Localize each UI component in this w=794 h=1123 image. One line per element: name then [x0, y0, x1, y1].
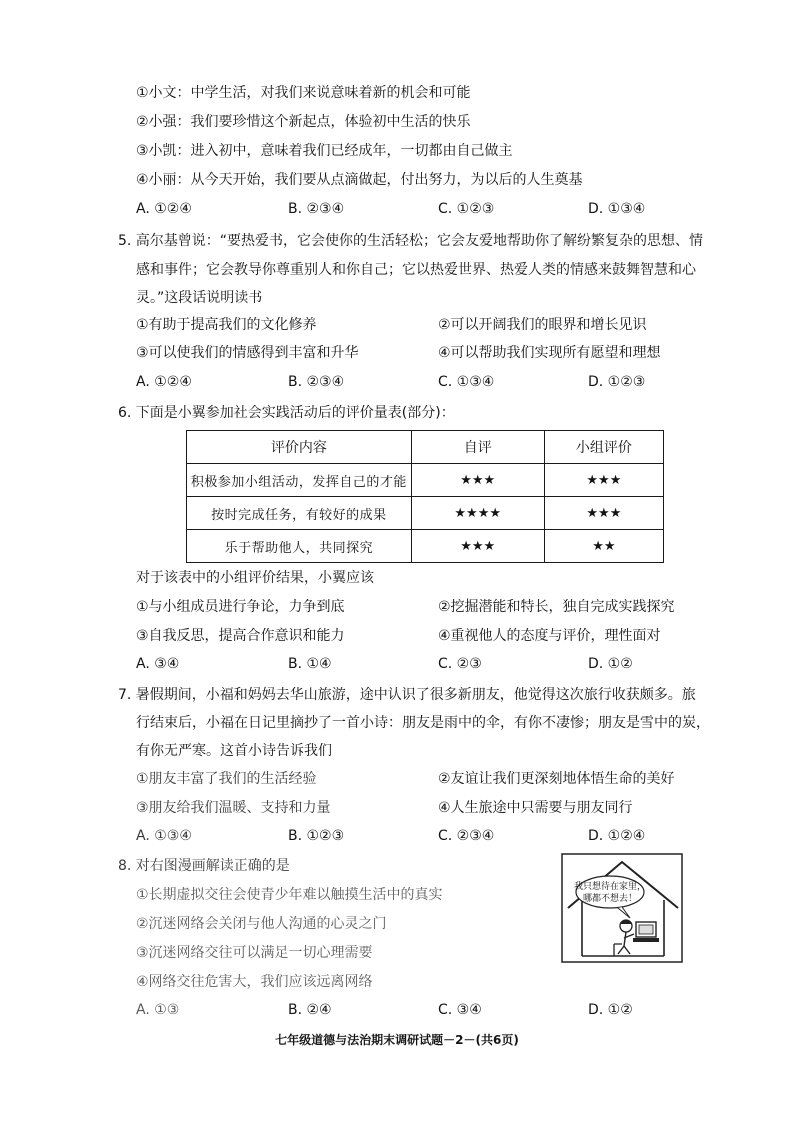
q7-answer-d: D. ①②④ — [588, 828, 646, 844]
table-cell: ★★★ — [411, 530, 544, 563]
q7-option-3: ③朋友给我们温暖、支持和力量 — [136, 800, 331, 816]
intro-option-1: ①小文：中学生活，对我们来说意味着新的机会和可能 — [136, 85, 471, 101]
table-header-cell: 评价内容 — [187, 431, 412, 464]
q8-option-3: ③沉迷网络交往可以满足一切心理需要 — [136, 945, 373, 961]
q8-option-2: ②沉迷网络会关闭与他人沟通的心灵之门 — [136, 916, 387, 932]
intro-option-2: ②小强：我们要珍惜这个新起点，体验初中生活的快乐 — [136, 114, 471, 130]
q5-stem-line-1: 5. 高尔基曾说：“要热爱书，它会使你的生活轻松；它会友爱地帮助你了解纷繁复杂的思想、情 — [118, 233, 704, 249]
q7-answer-a: A. ①③④ — [136, 828, 192, 844]
q6-stem: 6. 下面是小翼参加社会实践活动后的评价量表(部分)： — [118, 405, 455, 421]
q7-option-2: ②友谊让我们更深刻地体悟生命的美好 — [438, 771, 675, 787]
table-cell: ★★★★ — [411, 497, 544, 530]
intro-answer-b: B. ②③④ — [288, 201, 345, 217]
q5-answer-b: B. ②③④ — [288, 374, 345, 390]
table-row — [187, 464, 664, 497]
q7-stem-line-3: 有你无严寒。这首小诗告诉我们 — [136, 743, 332, 759]
q6-question: 对于该表中的小组评价结果，小翼应该 — [136, 570, 374, 586]
q7-answer-c: C. ②③④ — [438, 828, 495, 844]
intro-answer-a: A. ①②④ — [136, 201, 192, 217]
table-cell: ★★★ — [544, 464, 663, 497]
table-header-cell: 自评 — [411, 431, 544, 464]
q6-answer-d: D. ①② — [588, 656, 633, 672]
q7-option-4: ④人生旅途中只需要与朋友同行 — [438, 800, 633, 816]
intro-option-4: ④小丽：从今天开始，我们要从点滴做起，付出努力，为以后的人生奠基 — [136, 172, 583, 188]
q5-option-4: ④可以帮助我们实现所有愿望和理想 — [438, 345, 661, 361]
q5-stem-line-3: 灵。”这段话说明读书 — [136, 290, 263, 306]
intro-option-3: ③小凯：进入初中，意味着我们已经成年，一切都由自己做主 — [136, 143, 513, 159]
q8-option-1: ①长期虚拟交往会使青少年难以触摸生活中的真实 — [136, 887, 443, 903]
q5-answer-d: D. ①②③ — [588, 374, 646, 390]
q7-stem-line-1: 7. 暑假期间，小福和妈妈去华山旅游，途中认识了很多新朋友，他觉得这次旅行收获颇多。旅 — [118, 687, 696, 703]
table-cell: ★★★ — [544, 497, 663, 530]
comic-illustration — [560, 852, 684, 964]
table-cell: 积极参加小组活动，发挥自己的才能 — [187, 464, 412, 497]
table-cell: 乐于帮助他人，共同探究 — [187, 530, 412, 563]
q8-answer-a: A. ①③ — [136, 1002, 180, 1018]
table-cell: 按时完成任务，有较好的成果 — [187, 497, 412, 530]
table-row — [187, 530, 664, 563]
speech-line-2: 哪都不想去！ — [582, 894, 638, 904]
q8-stem: 8. 对右图漫画解读正确的是 — [118, 858, 290, 874]
q6-option-1: ①与小组成员进行争论，力争到底 — [136, 599, 345, 615]
q7-stem-line-2: 行结束后，小福在日记里摘抄了一首小诗：朋友是雨中的伞，有你不凄惨；朋友是雪中的炭， — [136, 715, 710, 731]
q6-option-3: ③自我反思，提高合作意识和能力 — [136, 628, 345, 644]
table-cell: ★★ — [544, 530, 663, 563]
q7-answer-b: B. ①②③ — [288, 828, 345, 844]
table-row — [187, 497, 664, 530]
intro-answer-d: D. ①③④ — [588, 201, 646, 217]
page-footer: 七年级道德与法治期末调研试题－2－(共6页) — [275, 1033, 519, 1047]
q6-answer-a: A. ③④ — [136, 656, 180, 672]
comic-drawing — [560, 852, 684, 964]
q8-option-4: ④网络交往危害大，我们应该远离网络 — [136, 974, 373, 990]
q8-answer-b: B. ②④ — [288, 1002, 332, 1018]
q5-option-2: ②可以开阔我们的眼界和增长见识 — [438, 317, 647, 333]
q5-option-1: ①有助于提高我们的文化修养 — [136, 317, 317, 333]
q6-answer-c: C. ②③ — [438, 656, 482, 672]
q7-option-1: ①朋友丰富了我们的生活经验 — [136, 771, 317, 787]
table-header-row — [187, 431, 664, 464]
q5-answer-a: A. ①②④ — [136, 374, 192, 390]
intro-answer-c: C. ①②③ — [438, 201, 495, 217]
table-cell: ★★★ — [411, 464, 544, 497]
speech-line-1: 我只想待在家里， — [573, 882, 647, 892]
q6-option-2: ②挖掘潜能和特长，独自完成实践探究 — [438, 599, 675, 615]
evaluation-table — [186, 430, 664, 563]
q5-answer-c: C. ①③④ — [438, 374, 495, 390]
table-header-cell: 小组评价 — [544, 431, 663, 464]
q6-option-4: ④重视他人的态度与评价，理性面对 — [438, 628, 661, 644]
q8-answer-d: D. ①② — [588, 1002, 633, 1018]
q8-answer-c: C. ③④ — [438, 1002, 482, 1018]
q5-stem-line-2: 感和事件；它会教导你尊重别人和你自己；它以热爱世界、热爱人类的情感来鼓舞智慧和心 — [136, 262, 696, 278]
q5-option-3: ③可以使我们的情感得到丰富和升华 — [136, 345, 359, 361]
q6-answer-b: B. ①④ — [288, 656, 332, 672]
